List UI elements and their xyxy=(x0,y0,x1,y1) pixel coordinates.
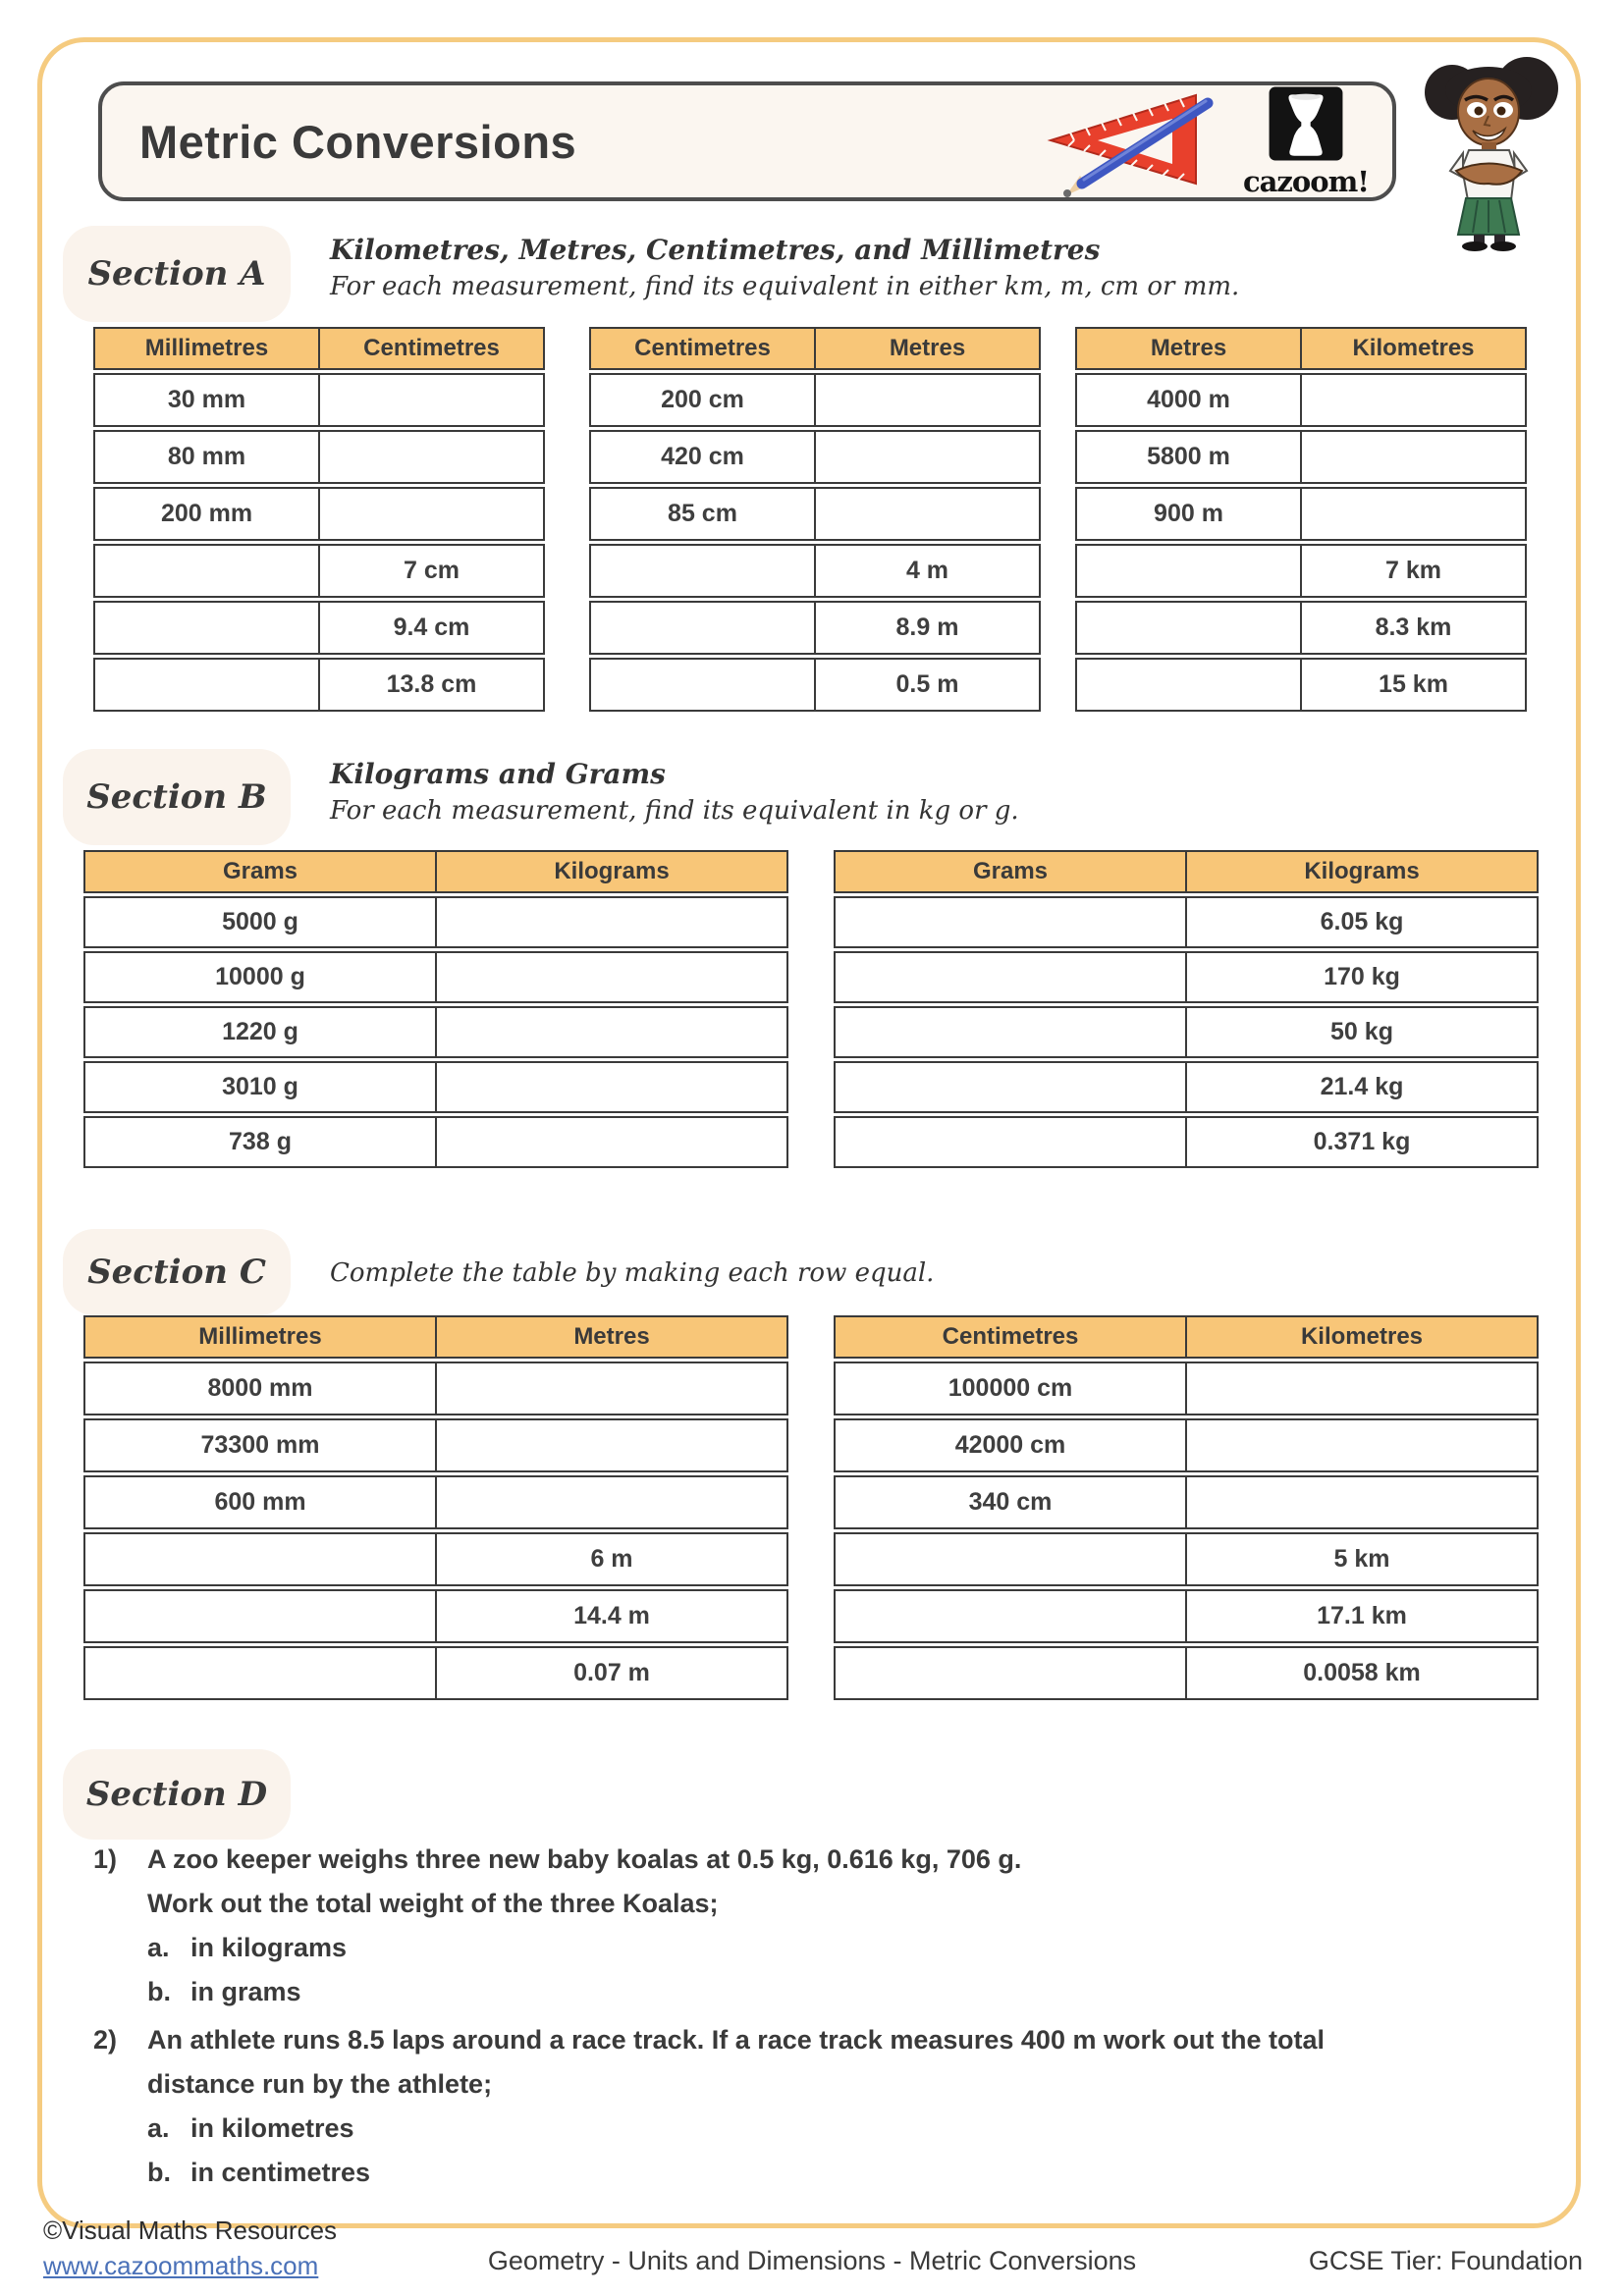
footer-topic: Geometry - Units and Dimensions - Metric Conversions xyxy=(487,2246,1137,2275)
table-cell-blank xyxy=(1187,1420,1537,1470)
column-header: Millimetres xyxy=(85,1317,437,1357)
table-row xyxy=(1075,658,1527,712)
table-row xyxy=(1075,544,1527,598)
column-header: Kilograms xyxy=(1304,858,1420,884)
question-line: A zoo keeper weighs three new baby koalas at 0.5 kg, 0.616 kg, 706 g. xyxy=(147,1844,1022,1874)
table-cell-blank xyxy=(816,432,1039,482)
table-cell-value: 73300 mm xyxy=(85,1420,437,1470)
column-header: Kilometres xyxy=(1352,335,1475,361)
table-row xyxy=(83,1116,788,1168)
table-row xyxy=(1075,430,1527,484)
table-cell-value: 7 cm xyxy=(404,557,460,584)
table-cell-blank xyxy=(437,1063,786,1111)
question-number: 2) xyxy=(93,2025,118,2055)
table-row xyxy=(83,1532,788,1586)
table-cell-blank xyxy=(1077,603,1302,653)
table-cell-blank xyxy=(320,375,543,425)
table-cell-blank xyxy=(85,1591,437,1641)
table-cell-value: 200 mm xyxy=(95,489,320,539)
part-text: in kilometres xyxy=(190,2113,354,2143)
table-cell-blank xyxy=(591,546,816,596)
table-row xyxy=(834,1646,1539,1700)
table-row xyxy=(834,951,1539,1003)
table-cell-blank xyxy=(591,660,816,710)
cazoom-drum-icon xyxy=(1268,85,1344,167)
question-body xyxy=(147,2018,1325,2195)
table-cell-blank xyxy=(95,546,320,596)
table-row xyxy=(93,373,545,427)
table-cell-value: 4000 m xyxy=(1077,375,1302,425)
column-header: Kilometres xyxy=(1300,1323,1424,1350)
table-cell-blank xyxy=(320,432,543,482)
table-row xyxy=(1075,601,1527,655)
table-cell-value: 6 m xyxy=(590,1545,633,1573)
table-header-row xyxy=(83,1315,788,1359)
table-cell-blank xyxy=(437,1008,786,1056)
question-body xyxy=(147,1838,1021,2014)
student-illustration xyxy=(1412,51,1575,257)
column-header: Centimetres xyxy=(363,335,500,361)
table-cell-blank xyxy=(437,953,786,1001)
table-row xyxy=(83,1061,788,1113)
table-row xyxy=(1075,373,1527,427)
table-cell-value: 21.4 kg xyxy=(1320,1073,1404,1100)
table-cell-value: 0.07 m xyxy=(573,1659,650,1686)
table-header-row xyxy=(834,850,1539,893)
table-cell-value: 14.4 m xyxy=(573,1602,650,1629)
table-row xyxy=(83,1589,788,1643)
conversion-table-cm-km xyxy=(834,1315,1539,1700)
table-row xyxy=(1075,487,1527,541)
part-marker: b. xyxy=(147,2158,171,2187)
table-cell-blank xyxy=(320,489,543,539)
website-link[interactable]: www.cazoommaths.com xyxy=(43,2251,319,2280)
table-cell-value: 85 cm xyxy=(591,489,816,539)
table-cell-blank xyxy=(437,1118,786,1166)
table-header-row xyxy=(83,850,788,893)
column-header: Centimetres xyxy=(591,329,816,368)
table-cell-value: 170 kg xyxy=(1324,963,1400,990)
conversion-table-m-km xyxy=(1075,327,1527,712)
question-part xyxy=(147,1970,1021,2014)
table-cell-blank xyxy=(1077,546,1302,596)
table-cell-value: 80 mm xyxy=(95,432,320,482)
table-cell-blank xyxy=(836,1008,1187,1056)
column-header: Metres xyxy=(889,335,966,361)
section-instruction: Complete the table by making each row equal. xyxy=(330,1258,935,1288)
table-row xyxy=(93,601,545,655)
table-header-row xyxy=(589,327,1041,370)
cazoom-logo xyxy=(1243,85,1369,198)
conversion-table-mm-m xyxy=(83,1315,788,1700)
table-cell-blank xyxy=(816,375,1039,425)
table-cell-value: 9.4 cm xyxy=(393,614,470,641)
table-cell-blank xyxy=(591,603,816,653)
table-cell-value: 5000 g xyxy=(85,898,437,946)
table-cell-blank xyxy=(437,1477,786,1527)
table-cell-blank xyxy=(1187,1363,1537,1414)
question-line: An athlete runs 8.5 laps around a race track. If a race track measures 400 m work out the total xyxy=(147,2025,1325,2055)
table-cell-value: 42000 cm xyxy=(836,1420,1187,1470)
table-cell-blank xyxy=(95,660,320,710)
title-icons xyxy=(1043,85,1369,197)
table-row xyxy=(83,1418,788,1472)
table-cell-blank xyxy=(836,1063,1187,1111)
question-part xyxy=(147,2107,1325,2151)
table-row xyxy=(93,430,545,484)
section-label-b xyxy=(63,749,291,845)
part-marker: a. xyxy=(147,1933,170,1962)
table-cell-value: 0.0058 km xyxy=(1303,1659,1421,1686)
section-a-head xyxy=(330,234,1239,301)
table-row xyxy=(589,601,1041,655)
table-row xyxy=(589,373,1041,427)
conversion-table-g-kg-right xyxy=(834,850,1539,1168)
table-cell-blank xyxy=(1077,660,1302,710)
table-cell-blank xyxy=(836,1534,1187,1584)
table-row xyxy=(589,544,1041,598)
section-c-tables xyxy=(83,1315,1539,1700)
table-row xyxy=(93,487,545,541)
table-cell-blank xyxy=(437,1363,786,1414)
table-cell-value: 8.3 km xyxy=(1375,614,1452,641)
table-cell-blank xyxy=(1302,489,1525,539)
section-label-text: Section C xyxy=(87,1253,266,1292)
table-cell-value: 6.05 kg xyxy=(1320,908,1404,935)
table-cell-blank xyxy=(836,898,1187,946)
table-row xyxy=(589,430,1041,484)
part-text: in centimetres xyxy=(190,2158,371,2187)
table-cell-value: 340 cm xyxy=(836,1477,1187,1527)
table-header-row xyxy=(93,327,545,370)
question-number: 1) xyxy=(93,1844,118,1874)
section-instruction: For each measurement, find its equivalent in either km, m, cm or mm. xyxy=(330,272,1240,301)
table-cell-value: 738 g xyxy=(85,1118,437,1166)
table-cell-value: 8000 mm xyxy=(85,1363,437,1414)
question-part xyxy=(147,2151,1325,2195)
table-cell-value: 4 m xyxy=(905,557,949,584)
table-row xyxy=(83,1006,788,1058)
table-cell-value: 5800 m xyxy=(1077,432,1302,482)
table-cell-blank xyxy=(85,1534,437,1584)
column-header: Grams xyxy=(836,852,1187,891)
table-row xyxy=(834,1061,1539,1113)
section-label-d xyxy=(63,1749,291,1840)
set-square-pencil-icon xyxy=(1043,81,1218,202)
table-row xyxy=(589,658,1041,712)
table-row xyxy=(834,1418,1539,1472)
table-cell-blank xyxy=(437,1420,786,1470)
table-row xyxy=(83,896,788,948)
part-text: in grams xyxy=(190,1977,301,2006)
table-cell-value: 8.9 m xyxy=(895,614,959,641)
section-label-c xyxy=(63,1229,291,1315)
table-header-row xyxy=(834,1315,1539,1359)
table-cell-value: 30 mm xyxy=(95,375,320,425)
table-row xyxy=(834,1589,1539,1643)
logo-wordmark: cazoom! xyxy=(1242,164,1369,198)
section-label-text: Section A xyxy=(87,254,266,294)
table-cell-value: 0.371 kg xyxy=(1313,1128,1411,1155)
page-title: Metric Conversions xyxy=(139,115,577,168)
table-row xyxy=(834,1475,1539,1529)
table-row xyxy=(93,658,545,712)
question-2 xyxy=(93,2018,1325,2195)
table-cell-blank xyxy=(816,489,1039,539)
table-cell-value: 200 cm xyxy=(591,375,816,425)
section-label-text: Section B xyxy=(86,777,267,817)
table-cell-value: 5 km xyxy=(1333,1545,1390,1573)
column-header: Grams xyxy=(85,852,437,891)
question-part xyxy=(147,1926,1021,1970)
table-row xyxy=(83,951,788,1003)
table-cell-value: 7 km xyxy=(1385,557,1441,584)
table-cell-value: 10000 g xyxy=(85,953,437,1001)
table-cell-value: 100000 cm xyxy=(836,1363,1187,1414)
table-row xyxy=(589,487,1041,541)
conversion-table-g-kg-left xyxy=(83,850,788,1168)
table-cell-value: 0.5 m xyxy=(895,670,959,698)
table-header-row xyxy=(1075,327,1527,370)
section-b-head xyxy=(330,758,1019,826)
title-box xyxy=(98,81,1396,201)
section-label-text: Section D xyxy=(85,1775,268,1814)
section-label-a xyxy=(63,226,291,322)
table-cell-value: 15 km xyxy=(1379,670,1448,698)
section-heading: Kilometres, Metres, Centimetres, and Millimetres xyxy=(330,234,1101,266)
table-cell-blank xyxy=(85,1648,437,1698)
conversion-table-mm-cm xyxy=(93,327,545,712)
table-cell-value: 50 kg xyxy=(1330,1018,1393,1045)
section-instruction: For each measurement, find its equivalent in kg or g. xyxy=(330,796,1019,826)
conversion-table-cm-m xyxy=(589,327,1041,712)
table-row xyxy=(83,1362,788,1415)
table-row xyxy=(834,896,1539,948)
table-cell-blank xyxy=(836,1591,1187,1641)
question-1 xyxy=(93,1838,1021,2014)
table-cell-value: 1220 g xyxy=(85,1008,437,1056)
table-cell-blank xyxy=(836,953,1187,1001)
column-header: Metres xyxy=(573,1323,650,1350)
table-cell-value: 13.8 cm xyxy=(386,670,477,698)
table-cell-blank xyxy=(95,603,320,653)
question-line: distance run by the athlete; xyxy=(147,2069,493,2099)
section-heading: Kilograms and Grams xyxy=(330,758,666,790)
table-cell-value: 900 m xyxy=(1077,489,1302,539)
footer-tier: GCSE Tier: Foundation xyxy=(1308,2246,1583,2275)
table-row xyxy=(83,1646,788,1700)
table-row xyxy=(834,1362,1539,1415)
table-cell-blank xyxy=(1302,375,1525,425)
table-cell-value: 420 cm xyxy=(591,432,816,482)
table-cell-value: 3010 g xyxy=(85,1063,437,1111)
table-cell-blank xyxy=(1302,432,1525,482)
section-a-tables xyxy=(93,327,1527,712)
column-header: Millimetres xyxy=(95,329,320,368)
part-marker: b. xyxy=(147,1977,171,2006)
table-cell-blank xyxy=(1187,1477,1537,1527)
table-row xyxy=(834,1532,1539,1586)
column-header: Kilograms xyxy=(554,858,670,884)
table-cell-blank xyxy=(437,898,786,946)
table-cell-blank xyxy=(836,1648,1187,1698)
column-header: Centimetres xyxy=(836,1317,1187,1357)
part-text: in kilograms xyxy=(190,1933,348,1962)
copyright-text: ©Visual Maths Resources xyxy=(43,2216,338,2245)
table-cell-value: 600 mm xyxy=(85,1477,437,1527)
section-b-tables xyxy=(83,850,1539,1168)
table-row xyxy=(834,1006,1539,1058)
table-row xyxy=(834,1116,1539,1168)
table-row xyxy=(83,1475,788,1529)
table-cell-blank xyxy=(836,1118,1187,1166)
table-cell-value: 17.1 km xyxy=(1317,1602,1407,1629)
section-c-head xyxy=(330,1258,934,1288)
question-line: Work out the total weight of the three Koalas; xyxy=(147,1889,719,1918)
part-marker: a. xyxy=(147,2113,170,2143)
column-header: Metres xyxy=(1077,329,1302,368)
table-row xyxy=(93,544,545,598)
